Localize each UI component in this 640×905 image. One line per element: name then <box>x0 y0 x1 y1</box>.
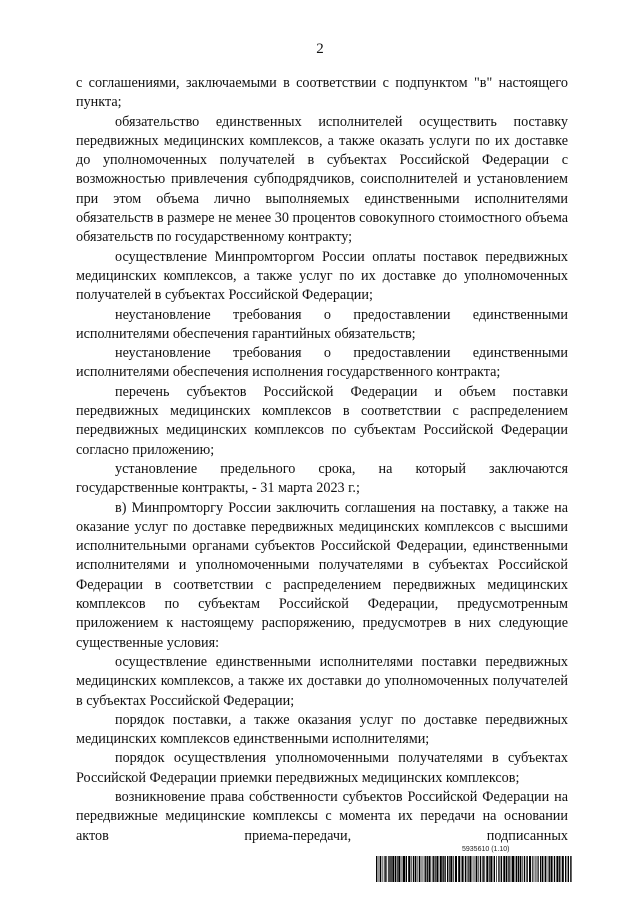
paragraph: установление предельного срока, на который заключаются государственные контракты, - 31 марта 2023 г.; <box>76 460 568 497</box>
document-code: 5935610 (1.10) <box>462 846 510 853</box>
paragraph: в) Минпромторгу России заключить соглашения на поставку, а также на оказание услуг по доставке передвижных медицинских комплексов с высшими исполнительными органами субъектов Российской Федерации, единственными исполнителями и уполномоченными получателями в субъектах Российской Федерации в соответствии с распределением передвижных медицинских комплексов по субъектам Российской Федерации, предусмотренным приложением к настоящему распоряжению, предусмотрев в них следующие существенные условия: <box>76 499 568 651</box>
paragraph: перечень субъектов Российской Федерации и объем поставки передвижных медицинских комплексов в соответствии с распределением передвижных медицинских комплексов по субъектам Российской Федерации согласно приложению; <box>76 383 568 458</box>
page-number: 2 <box>316 41 324 57</box>
paragraph: с соглашениями, заключаемыми в соответствии с подпунктом "в" настоящего пункта; <box>76 75 568 111</box>
paragraph: осуществление единственными исполнителями поставки передвижных медицинских комплексов, а также их доставки до уполномоченных получателей в субъектах Российской Федерации; <box>76 653 568 709</box>
paragraph: возникновение права собственности субъектов Российской Федерации на передвижные медицинские комплексы с момента их передачи на основании актов приема-передачи, подписанных <box>76 788 568 844</box>
paragraph: порядок осуществления уполномоченными получателями в субъектах Российской Федерации приемки передвижных медицинских комплексов; <box>76 750 568 786</box>
paragraph: обязательство единственных исполнителей осуществить поставку передвижных медицинских комплексов, а также оказать услуги по их доставке до уполномоченных получателей в субъектах Российской Федерации с возможностью привлечения субподрядчиков, соисполнителей и установлением при этом объема лично выполняемых единственными исполнителями обязательств в размере не менее 30 процентов совокупного стоимостного объема обязательств по государственному контракту; <box>76 113 568 246</box>
paragraph: осуществление Минпромторгом России оплаты поставок передвижных медицинских комплексов, а также услуг по их доставке до уполномоченных получателей в субъектах Российской Федерации; <box>76 248 568 304</box>
paragraph: неустановление требования о предоставлении единственными исполнителями обеспечения исполнения государственного контракта; <box>76 345 568 381</box>
document-body <box>76 74 568 845</box>
paragraph: порядок поставки, а также оказания услуг по доставке передвижных медицинских комплексов единственными исполнителями; <box>76 711 568 748</box>
barcode <box>376 856 572 882</box>
paragraph: неустановление требования о предоставлении единственными исполнителями обеспечения гарантийных обязательств; <box>76 306 568 342</box>
